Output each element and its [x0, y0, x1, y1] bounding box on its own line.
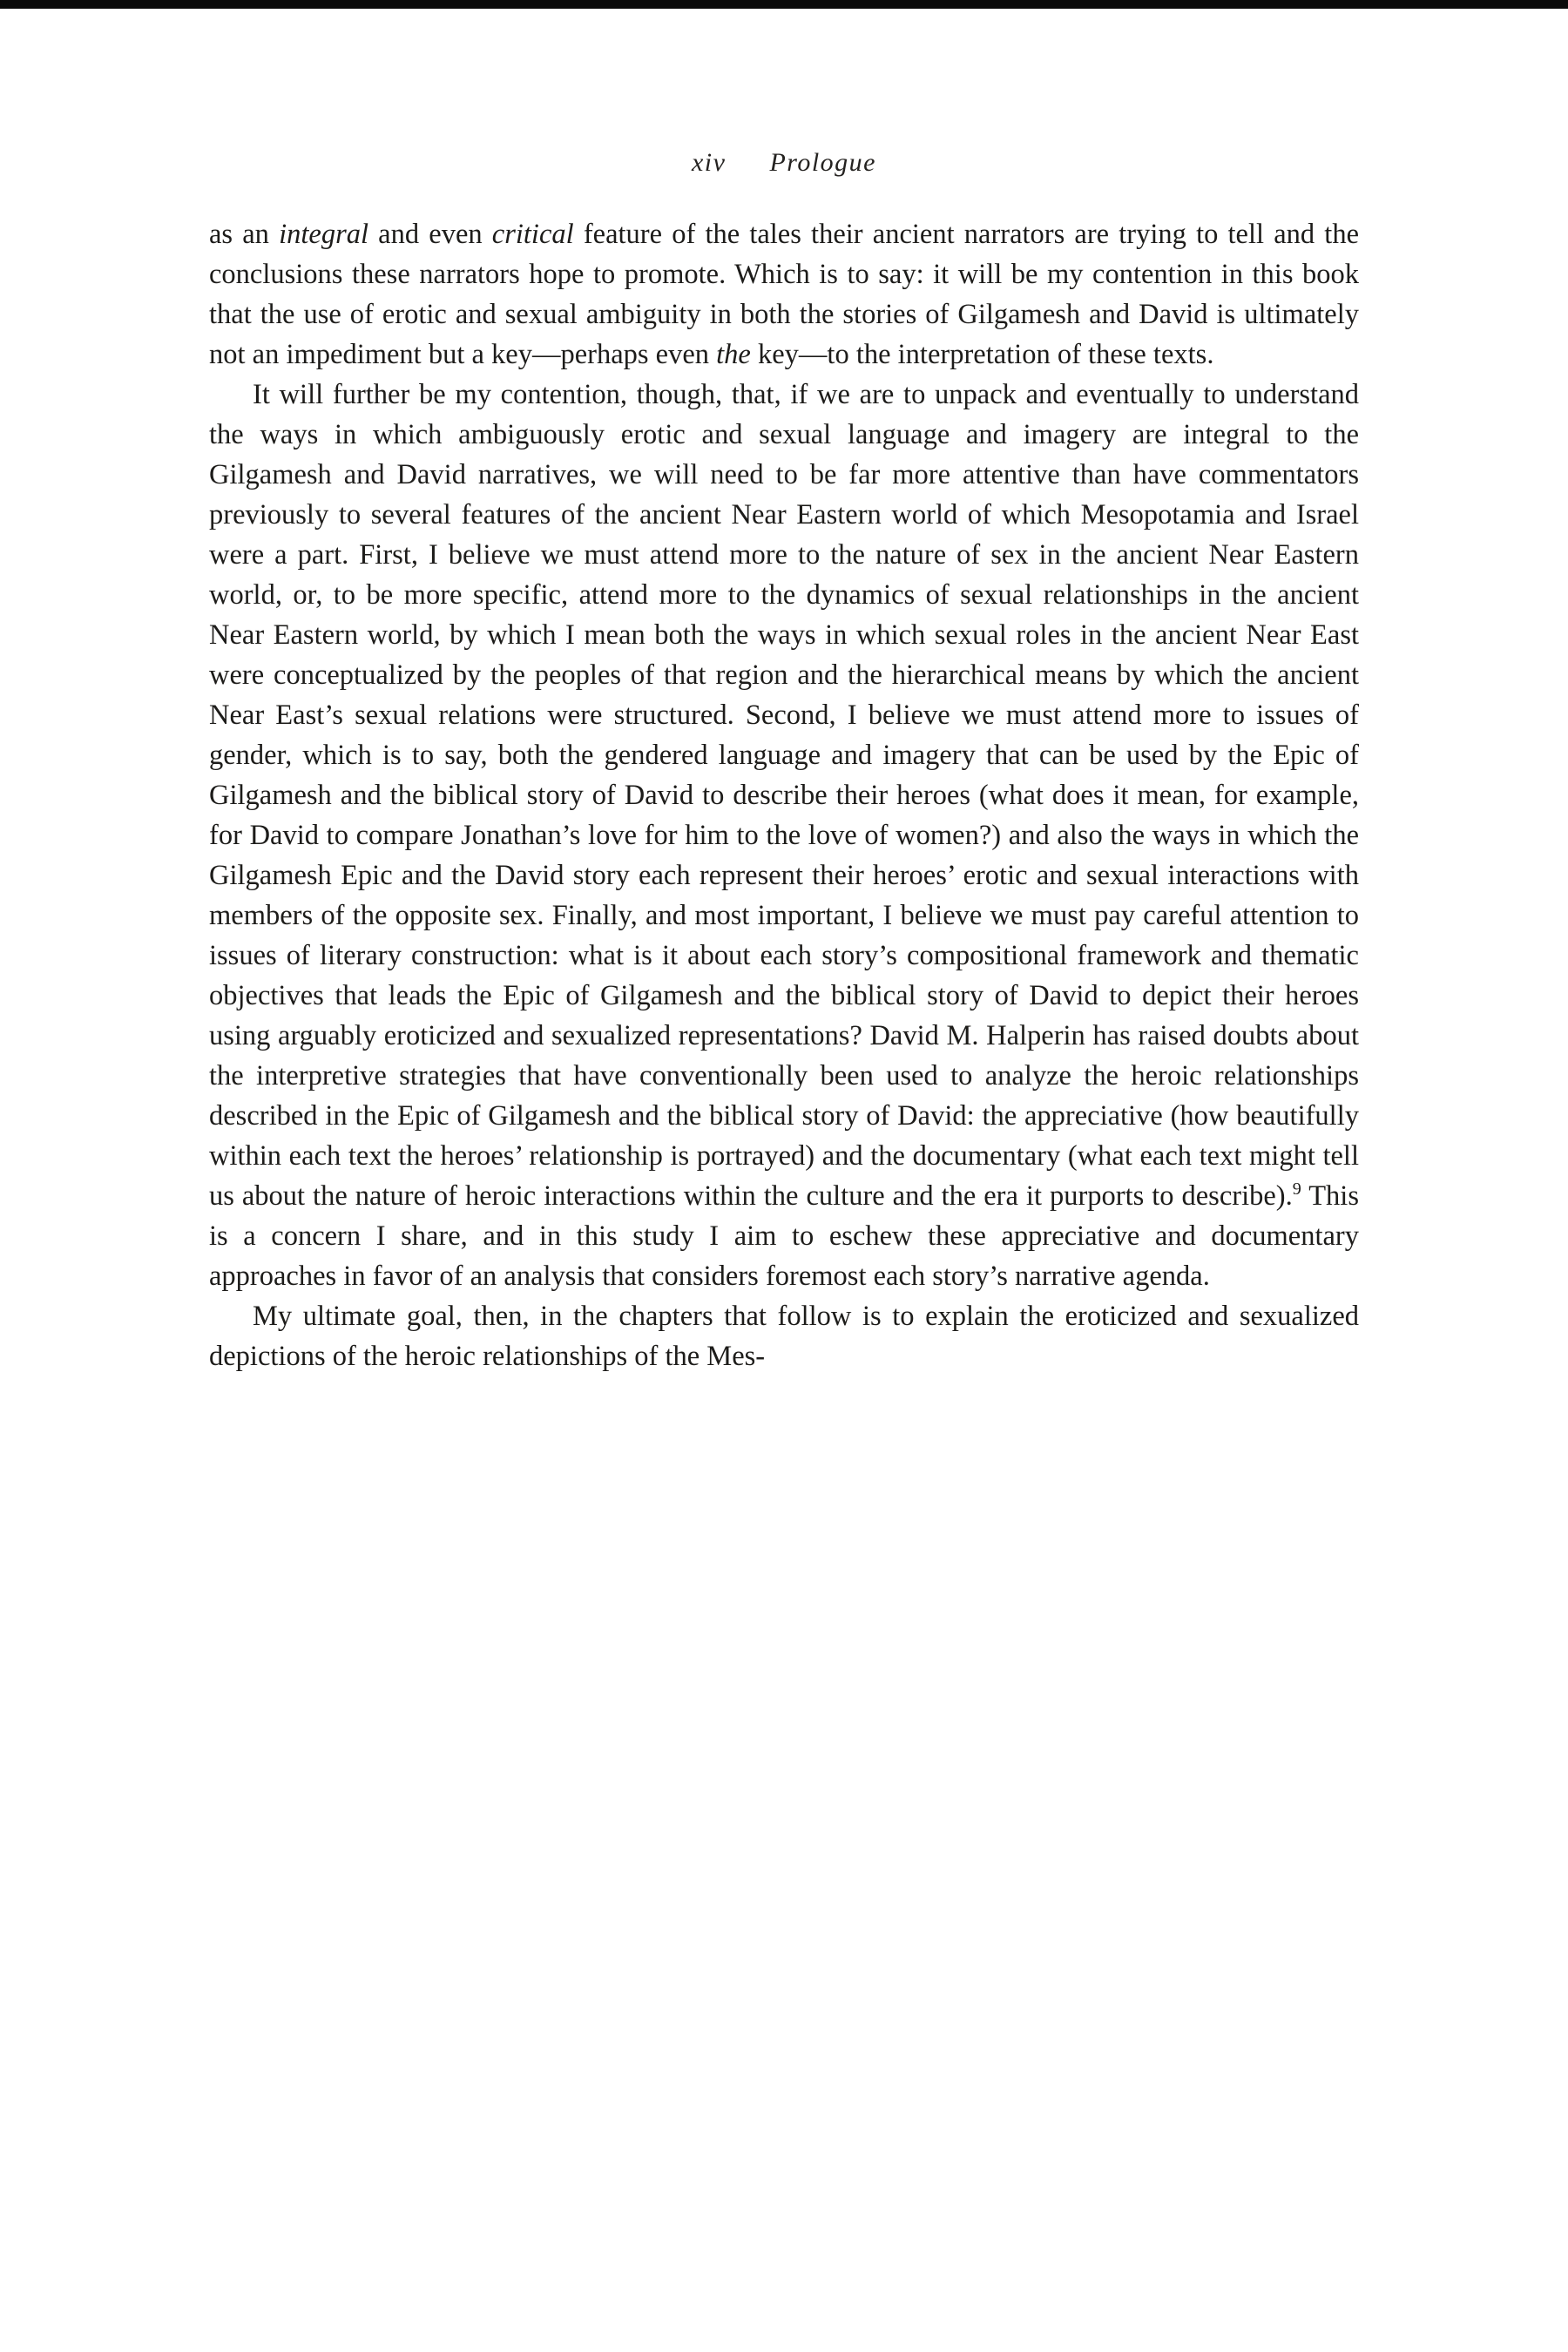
body-text: [209, 214, 1359, 1376]
emphasized-text: the: [716, 339, 751, 370]
text-segment: feature of the tales their ancient narrators are trying to tell and the conclusions these narrators hope to promote. Which is to say: it will be my contention in this book that the use of erotic and sexual ambiguity in both the stories of Gilgamesh and David is ultimately not an impediment but a key—perhaps even: [209, 219, 1359, 370]
running-head-title: Prologue: [769, 148, 876, 177]
paragraph-3: [209, 1296, 1359, 1376]
paragraph-2: [209, 375, 1359, 1296]
text-segment: It will further be my contention, though, that, if we are to unpack and eventually to understand the ways in which ambiguously erotic and sexual language and imagery are integral to the Gilgamesh and David narratives, we will need to be far more attentive than have commentators previously to several features of the ancient Near Eastern world of which Mesopotamia and Israel were a part. First, I believe we must attend more to the nature of sex in the ancient Near Eastern world, or, to be more specific, attend more to the dynamics of sexual relationships in the ancient Near Eastern world, by which I mean both the ways in which sexual roles in the ancient Near East were conceptualized by the peoples of that region and the hierarchical means by which the ancient Near East’s sexual relations were structured. Second, I believe we must attend more to issues of gender, which is to say, both the gendered language and imagery that can be used by the Epic of Gilgamesh and the biblical story of David to describe their heroes (what does it mean, for example, for David to compare Jonathan’s love for him to the love of women?) and also the ways in which the Gilgamesh Epic and the David story each represent their heroes’ erotic and sexual interactions with members of the opposite sex. Finally, and most important, I believe we must pay careful attention to issues of literary construction: what is it about each story’s compositional framework and thematic objectives that leads the Epic of Gilgamesh and the biblical story of David to depict their heroes using arguably eroticized and sexualized representations? David M. Halperin has raised doubts about the interpretive strategies that have conventionally been used to analyze the heroic relationships described in the Epic of Gilgamesh and the biblical story of David: the appreciative (how beautifully within each text the heroes’ relationship is portrayed) and the documentary (what each text might tell us about the nature of heroic interactions within the culture and the era it purports to describe).: [209, 379, 1359, 1212]
page-header: [0, 0, 1568, 178]
scan-edge: [0, 0, 1568, 9]
folio-number: xiv: [691, 148, 727, 177]
emphasized-text: critical: [491, 219, 574, 250]
text-segment: and even: [368, 219, 492, 250]
text-segment: as an: [209, 219, 280, 250]
text-segment: key—to the interpretation of these texts.: [750, 339, 1214, 370]
emphasized-text: integral: [279, 219, 369, 250]
paragraph-1: [209, 214, 1359, 375]
text-segment: My ultimate goal, then, in the chapters that follow is to explain the eroticized and sexualized depictions of the heroic relationships of the Mes-: [209, 1301, 1359, 1372]
text-segment: This is a concern I share, and in this study I aim to eschew these appreciative and documentary approaches in favor of an analysis that considers foremost each story’s narrative agenda.: [209, 1180, 1359, 1292]
footnote-ref: 9: [1292, 1179, 1301, 1200]
